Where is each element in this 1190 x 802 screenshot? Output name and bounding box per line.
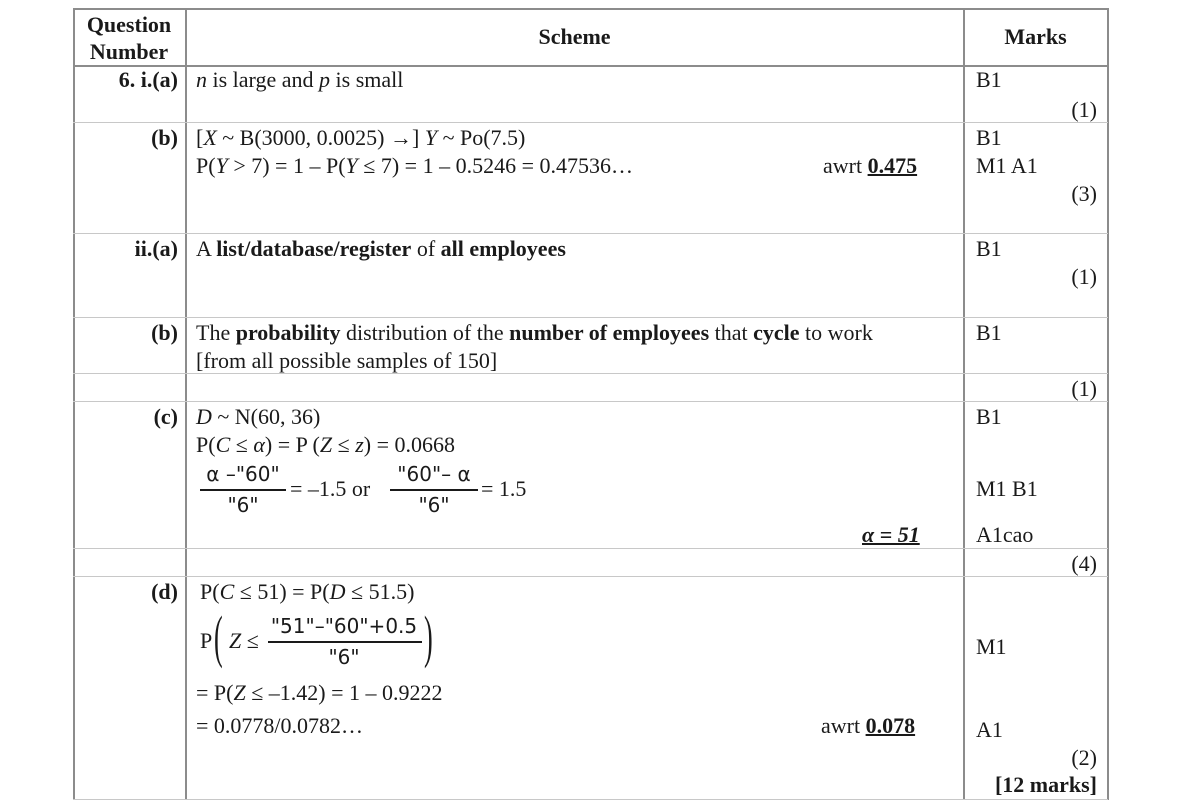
answer-6iic: α = 51: [862, 522, 920, 547]
grand-total: [12 marks]: [994, 772, 1097, 797]
total-6iic: (4): [1071, 551, 1097, 576]
total-6iia: (1): [1071, 264, 1097, 289]
mark-6iic-a1cao: A1cao: [976, 522, 1034, 547]
total-6iib: (1): [1071, 376, 1097, 401]
row-divider: [73, 548, 1108, 549]
mark-6ia: B1: [976, 67, 1002, 92]
question-label-6iic: (c): [153, 404, 178, 429]
equation-1-rhs: = –1.5 or: [290, 476, 371, 501]
table-border-right: [1107, 8, 1109, 800]
header-marks: Marks: [1004, 24, 1067, 49]
total-6ib: (3): [1071, 181, 1097, 206]
fraction-3-numerator: "51"–"60"+0.5: [270, 614, 418, 638]
table-border-bottom: [73, 799, 1108, 800]
fraction-2-numerator: "60"– α: [397, 462, 471, 486]
header-scheme: Scheme: [538, 24, 611, 49]
fraction-2-bar: [390, 489, 478, 491]
table-border-top: [73, 8, 1108, 10]
scheme-6ib-line1: [X ~ B(3000, 0.0025) →] Y ~ Po(7.5): [196, 125, 526, 150]
scheme-6iic-line1: D ~ N(60, 36): [196, 404, 321, 429]
mark-6ib-b1: B1: [976, 125, 1002, 150]
column-divider-marks: [963, 8, 965, 800]
scheme-6iid-line3: = P(Z ≤ –1.42) = 1 – 0.9222: [196, 680, 443, 705]
question-label-6iia: ii.(a): [134, 236, 178, 261]
row-divider: [73, 576, 1108, 577]
scheme-6iib-line2: [from all possible samples of 150]: [196, 348, 498, 373]
scheme-6ib-line2: P(Y > 7) = 1 – P(Y ≤ 7) = 1 – 0.5246 = 0.47536…: [196, 153, 633, 178]
question-label-6iib: (b): [151, 320, 178, 345]
right-paren: ): [424, 604, 433, 669]
fraction-1-bar: [200, 489, 286, 491]
question-label-6ia: 6. i.(a): [118, 67, 178, 92]
prob-p: P: [200, 628, 213, 653]
question-label-6ib: (b): [151, 125, 178, 150]
awrt-6ib: awrt 0.475: [823, 153, 918, 178]
header-question-number: Question Number: [86, 12, 172, 64]
awrt-6iid: awrt 0.078: [821, 713, 916, 738]
column-divider-scheme: [185, 8, 187, 800]
mark-6ib-m1a1: M1 A1: [976, 153, 1038, 178]
scheme-6iic-line2: P(C ≤ α) = P (Z ≤ z) = 0.0668: [196, 432, 455, 457]
mark-6iib: B1: [976, 320, 1002, 345]
row-divider: [73, 401, 1108, 402]
mark-6iid-m1: M1: [976, 634, 1007, 659]
scheme-6iid-line1: P(C ≤ 51) = P(D ≤ 51.5): [200, 579, 415, 604]
row-divider: [73, 233, 1108, 234]
mark-6iia: B1: [976, 236, 1002, 261]
row-divider: [73, 122, 1108, 123]
mark-6iic-m1b1: M1 B1: [976, 476, 1038, 501]
fraction-2-denominator: "6": [418, 493, 450, 517]
fraction-3-bar: [268, 641, 422, 643]
scheme-6iia: A list/database/register of all employees: [196, 236, 566, 261]
fraction-1-denominator: "6": [227, 493, 259, 517]
question-label-6iid: (d): [151, 579, 178, 604]
row-divider: [73, 317, 1108, 318]
equation-2-rhs: = 1.5: [481, 476, 527, 501]
scheme-6iib-line1: The probability distribution of the number of employees that cycle to work: [196, 320, 873, 345]
table-border-left: [73, 8, 75, 800]
mark-6iic-b1: B1: [976, 404, 1002, 429]
fraction-3-denominator: "6": [328, 645, 360, 669]
mark-6iid-a1: A1: [976, 717, 1003, 742]
left-paren: (: [214, 604, 223, 669]
prob-z: Z ≤: [229, 628, 259, 653]
scheme-6iid-line4: = 0.0778/0.0782…: [196, 713, 364, 738]
scheme-6ia: n is large and p is small: [196, 67, 404, 92]
total-6ia: (1): [1071, 97, 1097, 122]
total-6iid: (2): [1071, 745, 1097, 770]
fraction-1-numerator: α –"60": [206, 462, 280, 486]
